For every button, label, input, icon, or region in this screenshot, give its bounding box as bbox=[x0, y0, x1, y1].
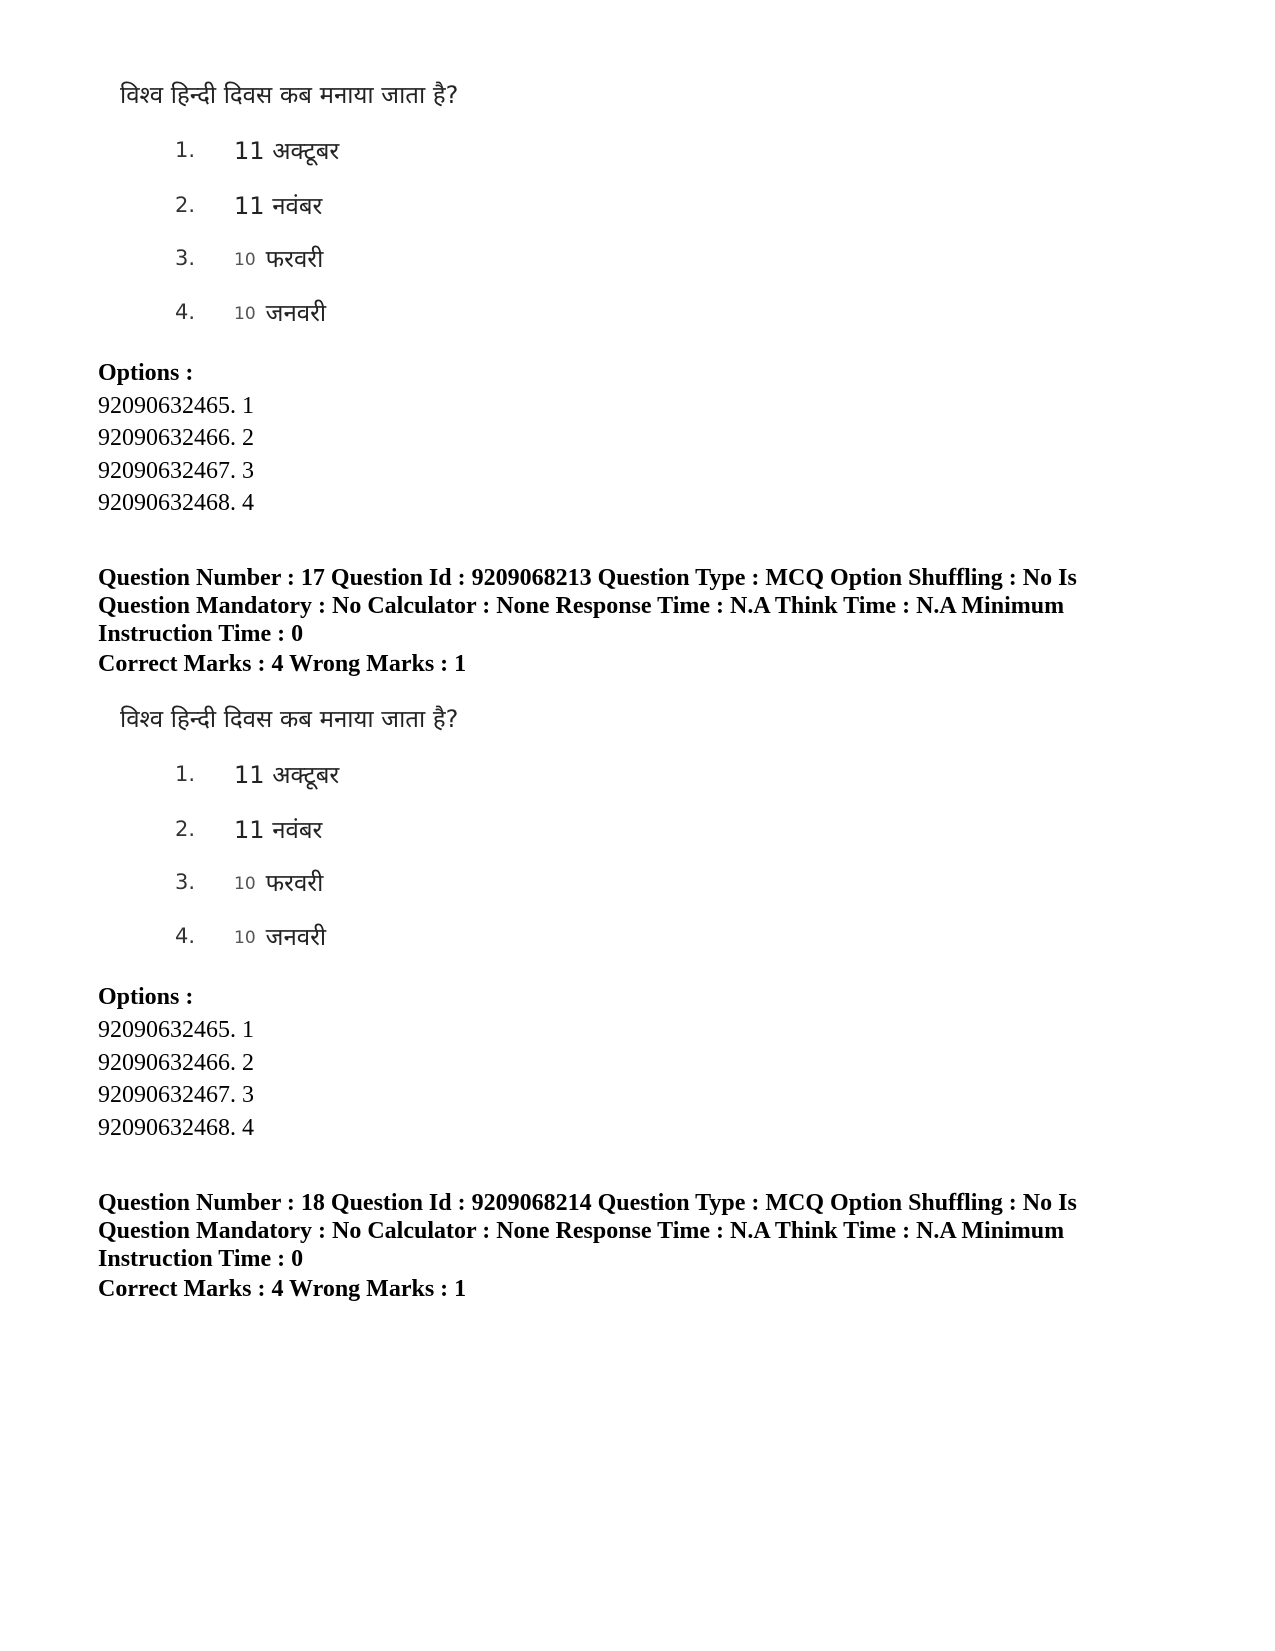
marks-line: Correct Marks : 4 Wrong Marks : 1 bbox=[98, 1276, 467, 1302]
option-text: अक्टूबर bbox=[272, 761, 340, 789]
option-lead: 10 bbox=[234, 874, 256, 894]
option-lead: 11 bbox=[234, 192, 265, 220]
option-id-line: 92090632468. 4 bbox=[98, 490, 254, 516]
option-number: 3. bbox=[175, 870, 196, 894]
option-number: 3. bbox=[175, 246, 196, 270]
question-meta-line: Question Number : 18 Question Id : 9209068214 Question Type : MCQ Option Shuffling : No Is bbox=[98, 1190, 1077, 1216]
option-number: 4. bbox=[175, 924, 196, 948]
option-id-line: 92090632466. 2 bbox=[98, 425, 254, 451]
option-id-line: 92090632465. 1 bbox=[98, 393, 254, 419]
option-number: 1. bbox=[175, 138, 196, 162]
option-lead: 10 bbox=[234, 928, 256, 948]
question-text: विश्व हिन्दी दिवस कब मनाया जाता है? bbox=[120, 81, 459, 109]
question-image bbox=[110, 704, 530, 951]
option-text: नवंबर bbox=[272, 816, 323, 844]
question-meta-line: Question Mandatory : No Calculator : None Response Time : N.A Think Time : N.A Minimum bbox=[98, 593, 1065, 619]
question-meta bbox=[98, 564, 1178, 648]
marks-line: Correct Marks : 4 Wrong Marks : 1 bbox=[98, 651, 467, 677]
option-number: 2. bbox=[175, 193, 196, 217]
option-text: अक्टूबर bbox=[272, 137, 340, 165]
option-lead: 10 bbox=[234, 304, 256, 324]
question-meta-line: Question Number : 17 Question Id : 9209068213 Question Type : MCQ Option Shuffling : No Is bbox=[98, 565, 1077, 591]
option-number: 1. bbox=[175, 762, 196, 786]
options-heading: Options : bbox=[98, 984, 194, 1010]
option-lead: 11 bbox=[234, 137, 265, 165]
option-lead: 11 bbox=[234, 816, 265, 844]
question-image bbox=[110, 80, 530, 327]
option-id-line: 92090632468. 4 bbox=[98, 1115, 254, 1141]
option-number: 4. bbox=[175, 300, 196, 324]
question-text: विश्व हिन्दी दिवस कब मनाया जाता है? bbox=[120, 705, 459, 733]
question-meta-line: Instruction Time : 0 bbox=[98, 621, 304, 647]
option-id-line: 92090632467. 3 bbox=[98, 1082, 254, 1108]
question-meta-line: Instruction Time : 0 bbox=[98, 1246, 304, 1272]
option-text: नवंबर bbox=[272, 192, 323, 220]
option-text: फरवरी bbox=[265, 245, 324, 273]
question-meta bbox=[98, 1189, 1178, 1273]
option-text: जनवरी bbox=[265, 923, 327, 951]
option-id-line: 92090632466. 2 bbox=[98, 1050, 254, 1076]
options-heading: Options : bbox=[98, 360, 194, 386]
option-id-line: 92090632467. 3 bbox=[98, 458, 254, 484]
option-number: 2. bbox=[175, 817, 196, 841]
question-meta-line: Question Mandatory : No Calculator : None Response Time : N.A Think Time : N.A Minimum bbox=[98, 1218, 1065, 1244]
option-text: जनवरी bbox=[265, 299, 327, 327]
option-lead: 11 bbox=[234, 761, 265, 789]
option-id-line: 92090632465. 1 bbox=[98, 1017, 254, 1043]
option-text: फरवरी bbox=[265, 869, 324, 897]
option-lead: 10 bbox=[234, 250, 256, 270]
